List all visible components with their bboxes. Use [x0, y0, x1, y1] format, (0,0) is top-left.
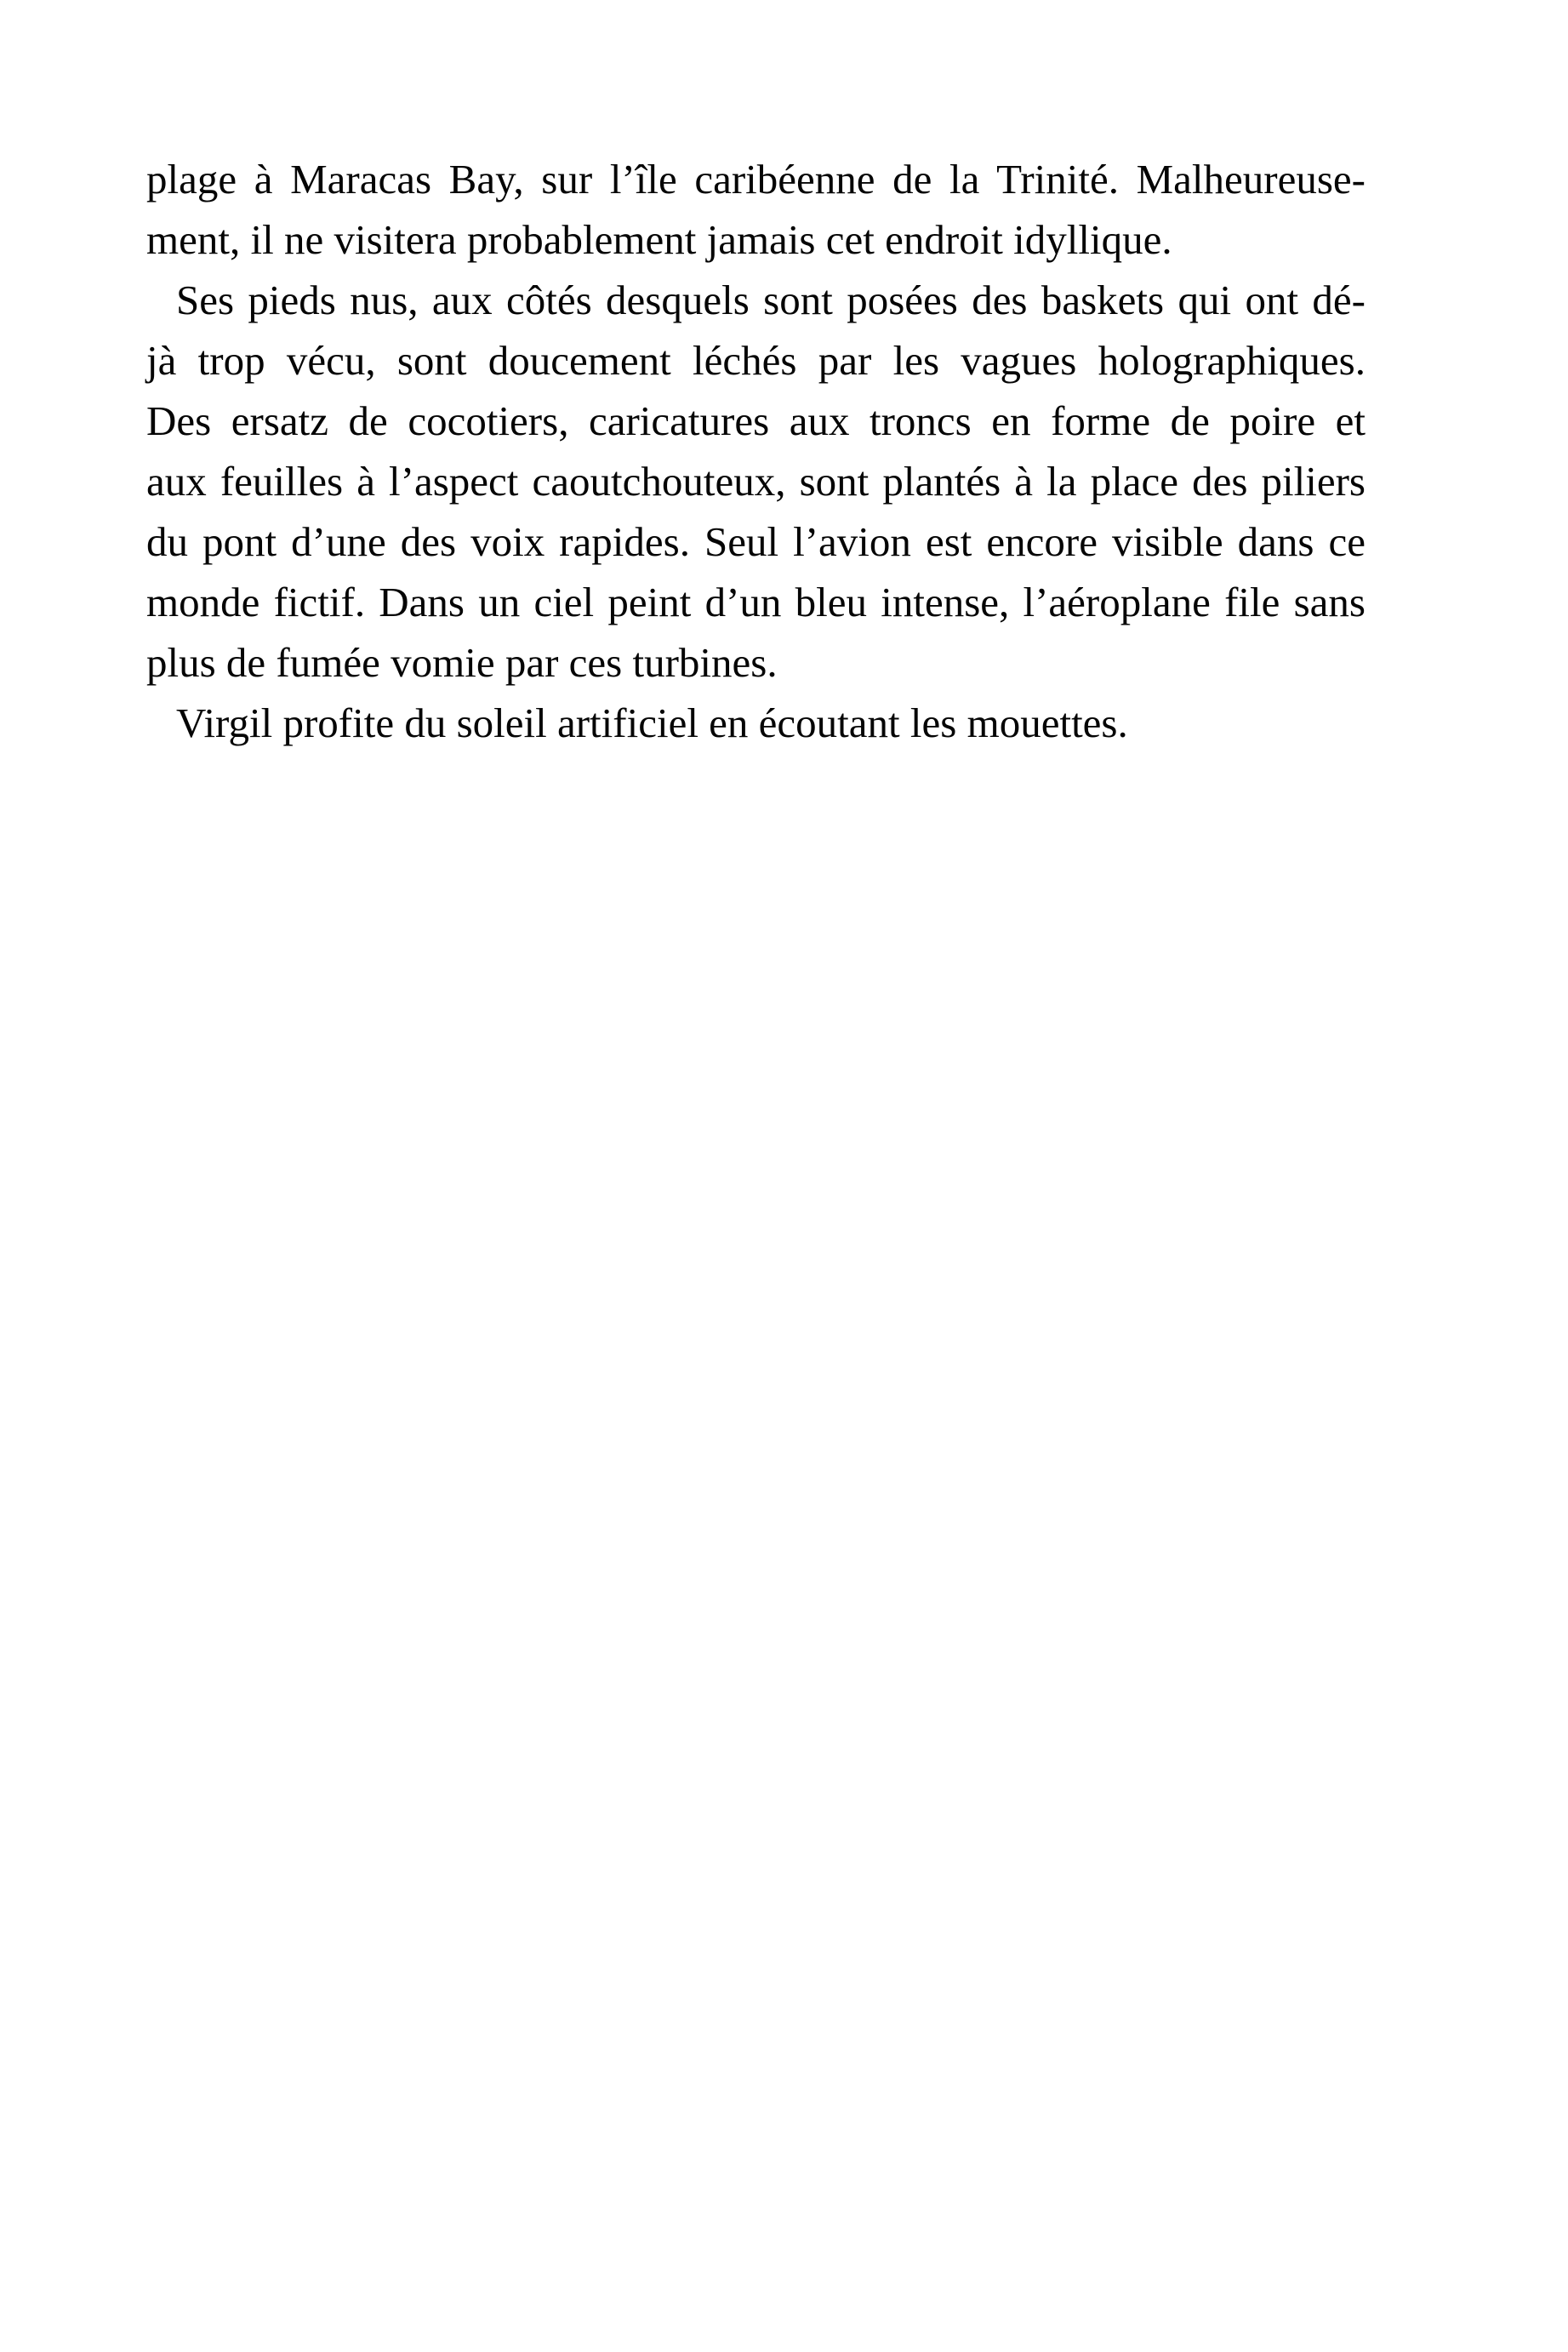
text-line: jà trop vécu, sont doucement léchés par les vagues holographiques.: [146, 337, 1366, 384]
text-line: du pont d’une des voix rapides. Seul l’avion est encore visible dans ce: [146, 518, 1366, 565]
body-text: [146, 149, 1366, 753]
text-line: Des ersatz de cocotiers, caricatures aux troncs en forme de poire et: [146, 397, 1366, 444]
text-line: Ses pieds nus, aux côtés desquels sont posées des baskets qui ont dé-: [176, 277, 1366, 323]
text-line: plus de fumée vomie par ces turbines.: [146, 639, 778, 686]
text-line: plage à Maracas Bay, sur l’île caribéenne de la Trinité. Malheureuse-: [146, 156, 1366, 203]
text-line: Virgil profite du soleil artificiel en écoutant les mouettes.: [176, 699, 1128, 746]
text-line: ment, il ne visitera probablement jamais cet endroit idyllique.: [146, 216, 1172, 263]
text-line: monde fictif. Dans un ciel peint d’un bleu intense, l’aéroplane file sans: [146, 579, 1366, 625]
text-line: aux feuilles à l’aspect caoutchouteux, sont plantés à la place des piliers: [146, 458, 1366, 505]
